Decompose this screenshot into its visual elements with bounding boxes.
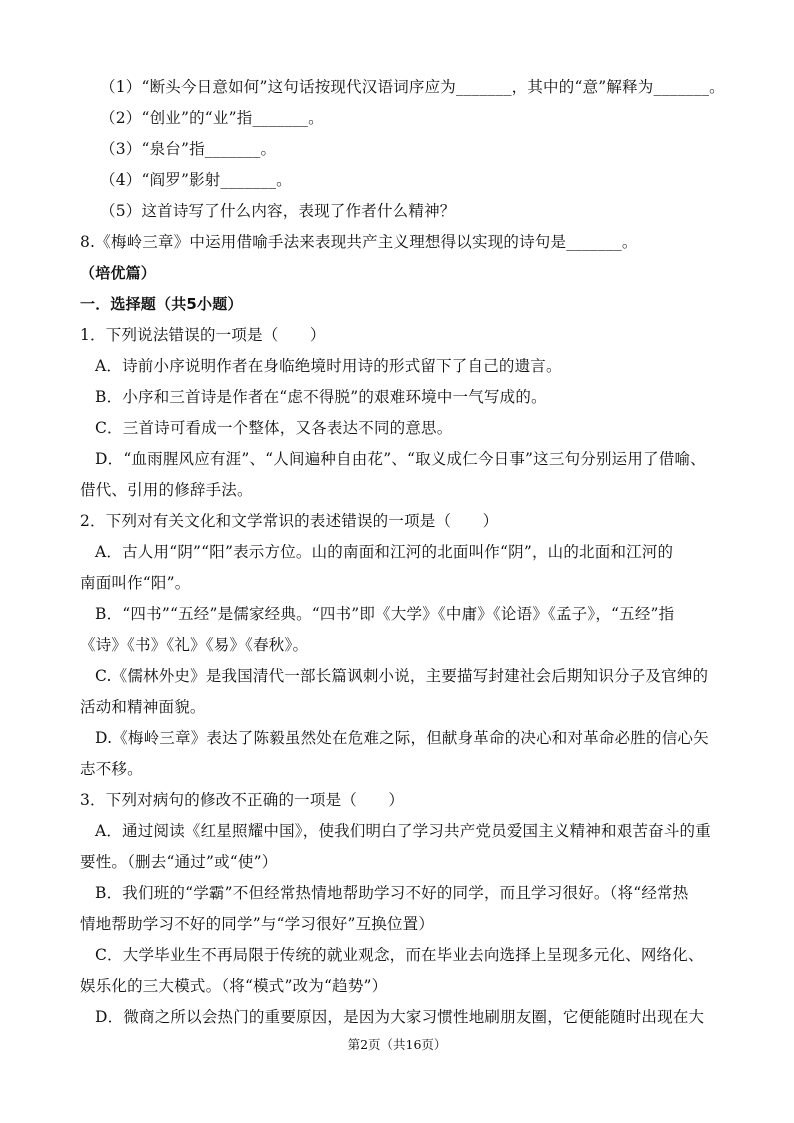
q3-option-b-cont: 情地帮助学习不好的同学”与“学习很好”互换位置）: [80, 915, 435, 933]
q1-option-a: A．诗前小序说明作者在身临绝境时用诗的形式留下了自己的遗言。: [95, 357, 562, 375]
q2-option-d: D.《梅岭三章》表达了陈毅虽然处在危难之际，但献身革命的决心和对革命必胜的信心矢: [95, 729, 709, 747]
subquestion-2: （2）“创业”的“业”指_______。: [100, 109, 324, 127]
q3-option-d: D．微商之所以会热门的重要原因，是因为大家习惯性地刷朋友圈，它便能随时出现在大: [95, 1008, 705, 1026]
section-heading: （培优篇）: [80, 264, 157, 282]
question-2: 2．下列对有关文化和文学常识的表述错误的一项是（ ）: [80, 512, 499, 530]
q1-option-d: D．“血雨腥风应有涯”、“人间遍种自由花”、“取义成仁今日事”这三句分别运用了借喻、: [95, 450, 706, 468]
q1-option-b: B．小序和三首诗是作者在“虑不得脱”的艰难环境中一气写成的。: [95, 388, 547, 406]
q3-option-b: B．我们班的“学霸”不但经常热情地帮助学习不好的同学，而且学习很好。（将“经常热: [95, 884, 689, 902]
question-8: 8.《梅岭三章》中运用借喻手法来表现共产主义理想得以实现的诗句是_______。: [80, 233, 638, 251]
q3-option-c-cont: 娱乐化的三大模式。（将“模式”改为“趋势”）: [80, 977, 388, 995]
question-1: 1．下列说法错误的一项是（ ）: [80, 326, 326, 344]
subquestion-5: （5）这首诗写了什么内容，表现了作者什么精神？: [100, 202, 456, 220]
page-footer: 第2页（共16页）: [347, 1037, 447, 1052]
q2-option-c: C.《儒林外史》是我国清代一部长篇讽刺小说，主要描写封建社会后期知识分子及官绅的: [95, 667, 709, 685]
q2-option-b-cont: 《诗》《书》《礼》《易》《春秋》。: [80, 636, 309, 654]
q1-option-c: C．三首诗可看成一个整体，又各表达不同的意思。: [95, 419, 453, 437]
q2-option-d-cont: 志不移。: [80, 760, 143, 778]
q1-option-d-cont: 借代、引用的修辞手法。: [80, 481, 253, 499]
q2-option-a-cont: 南面叫作“阳”。: [80, 574, 191, 592]
part-heading: 一．选择题（共5小题）: [80, 295, 243, 313]
question-3: 3．下列对病句的修改不正确的一项是（ ）: [80, 791, 405, 809]
subquestion-1: （1）“断头今日意如何”这句话按现代汉语词序应为_______，其中的“意”解释为_______。: [100, 78, 725, 96]
q3-option-c: C．大学毕业生不再局限于传统的就业观念，而在毕业去向选择上呈现多元化、网络化、: [95, 946, 704, 964]
subquestion-4: （4）“阎罗”影射_______。: [100, 171, 292, 189]
q3-option-a-cont: 要性。（删去“通过”或“使”）: [80, 853, 278, 871]
q3-option-a: A．通过阅读《红星照耀中国》，使我们明白了学习共产党员爱国主义精神和艰苦奋斗的重: [95, 822, 711, 840]
q2-option-b: B．“四书”“五经”是儒家经典。“四书”即《大学》《中庸》《论语》《孟子》，“五经”指: [95, 605, 675, 623]
q2-option-c-cont: 活动和精神面貌。: [80, 698, 206, 716]
q2-option-a: A．古人用“阴”“阳”表示方位。山的南面和江河的北面叫作“阴”，山的北面和江河的: [95, 543, 674, 561]
subquestion-3: （3）“泉台”指_______。: [100, 140, 277, 158]
